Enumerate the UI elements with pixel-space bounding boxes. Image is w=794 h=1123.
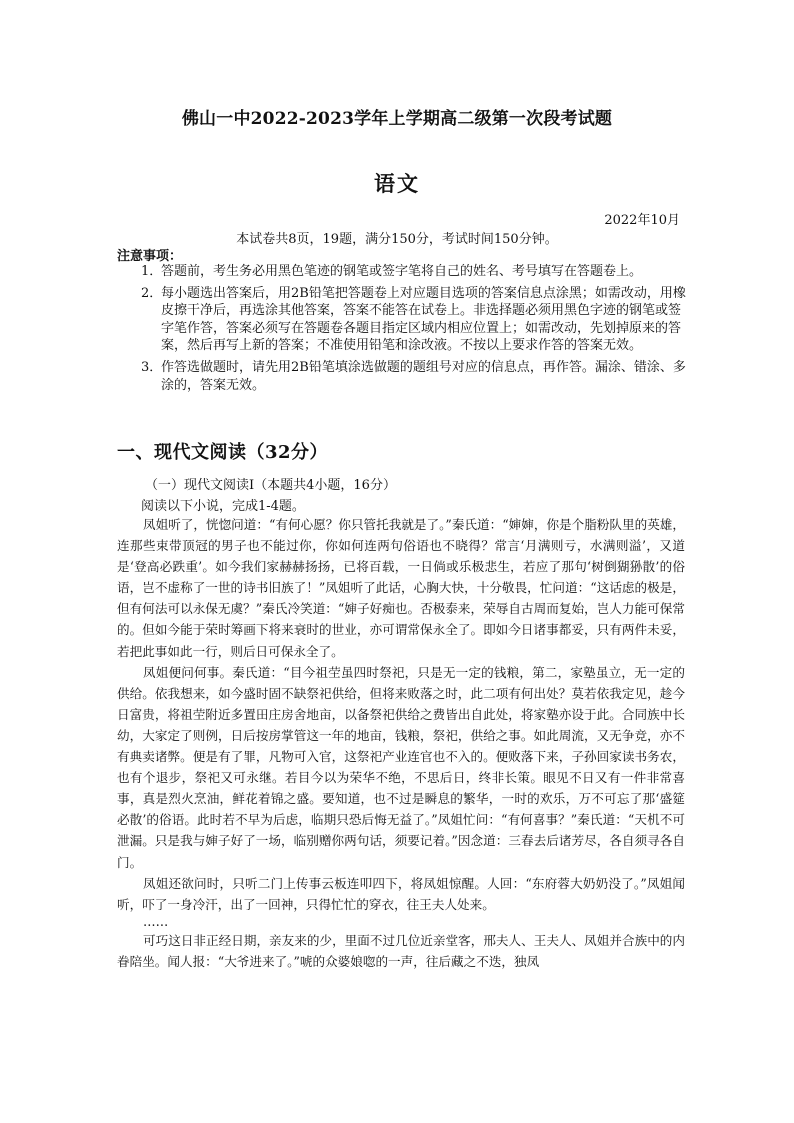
notice-item xyxy=(117,359,687,394)
exam-title: 佛山一中2022-2023学年上学期高二级第一次段考试题 xyxy=(181,109,613,129)
exam-date: 2022年10月 xyxy=(604,213,680,228)
subject-title: 语文 xyxy=(374,171,420,196)
passage-paragraph: 凤姐还欲问时，只听二门上传事云板连叩四下，将凤姐惊醒。人回：“东府蓉大奶奶没了。”凤姐闻听，吓了一身冷汗，出了一回神，只得忙忙的穿衣，往王夫人处来。 xyxy=(117,875,685,912)
notice-list xyxy=(117,263,687,398)
notice-item-number: 2． xyxy=(141,285,163,301)
section-title: 一、现代文阅读（32分） xyxy=(117,442,329,463)
reading-instruction: 阅读以下小说，完成1-4题。 xyxy=(141,499,305,514)
passage-paragraph: 凤姐听了，恍惚问道：“有何心愿？你只管托我就是了。”秦氏道：“婶婶，你是个脂粉队里的英雄，连那些束带顶冠的男子也不能过你，你如何连两句俗语也不晓得？常言‘月满则亏，水满则溢’，又道是‘登高必跌重’。如今我们家赫赫扬扬，已将百载，一日倘或乐极悲生，若应了那句‘树倒猢狲散’的俗语，岂不虚称了一世的诗书旧族了！”凤姐听了此话，心胸大快，十分敬畏，忙问道：“这话虑的极是，但有何法可以永保无虞？”秦氏冷笑道：“婶子好痴也。否极泰来，荣辱自古周而复始，岂人力能可保常的。但如今能于荣时筹画下将来衰时的世业，亦可谓常保永全了。即如今日诸事都妥，只有两件未妥，若把此事如此一行，则后日可保永全了。 xyxy=(117,517,685,659)
notice-item-text: 每小题选出答案后，用2B铅笔把答题卷上对应题目选项的答案信息点涂黑；如需改动，用橡皮擦干净后，再选涂其他答案，答案不能答在试卷上。非选择题必须用黑色字迹的钢笔或签字笔作答，答案必须写在答题卷各题目指定区域内相应位置上；如需改动，先划掉原来的答案，然后再写上新的答案；不准使用铅笔和涂改液。不按以上要求作答的答案无效。 xyxy=(161,285,686,354)
notice-item xyxy=(117,285,687,355)
notice-item-text: 答题前，考生务必用黑色笔迹的钢笔或签字笔将自己的姓名、考号填写在答题卷上。 xyxy=(161,264,643,279)
notice-item-number: 1． xyxy=(141,264,163,279)
reading-passage xyxy=(117,514,685,972)
part-title: （一）现代文阅读Ⅰ（本题共4小题，16分） xyxy=(145,478,396,493)
passage-paragraph: 凤姐便问何事。秦氏道：“目今祖茔虽四时祭祀，只是无一定的钱粮，第二，家塾虽立，无一定的供给。依我想来，如今盛时固不缺祭祀供给，但将来败落之时，此二项有何出处？莫若依我定见，趁今日富贵，将祖茔附近多置田庄房舍地亩，以备祭祀供给之费皆出自此处，将家塾亦设于此。合同族中长幼，大家定了则例，日后按房掌管这一年的地亩，钱粮，祭祀，供给之事。如此周流，又无争竞，亦不有典卖诸弊。便是有了罪，凡物可入官，这祭祀产业连官也不入的。便败落下来，子孙回家读书务农，也有个退步，祭祀又可永继。若目今以为荣华不绝，不思后日，终非长策。眼见不日又有一件非常喜事，真是烈火烹油，鲜花着锦之盛。要知道，也不过是瞬息的繁华，一时的欢乐，万不可忘了那‘盛筵必散’的俗语。此时若不早为后虑，临期只恐后悔无益了。”凤姐忙问：“有何喜事？”秦氏道：“天机不可泄漏。只是我与婶子好了一场，临别赠你两句话，须要记着。”因念道：三春去后诸芳尽，各自须寻各自门。 xyxy=(117,664,685,870)
notice-item-text: 作答选做题时，请先用2B铅笔填涂选做题的题组号对应的信息点，再作答。漏涂、错涂、多涂的，答案无效。 xyxy=(161,359,686,393)
notice-item xyxy=(117,263,687,281)
notice-item-number: 3． xyxy=(141,359,163,375)
passage-paragraph: 可巧这日非正经日期，亲友来的少，里面不过几位近亲堂客，邢夫人、王夫人、凤姐并合族中的内眷陪坐。闻人报：“大爷进来了。”唬的众婆娘唿的一声，往后藏之不迭，独凤 xyxy=(117,932,685,969)
passage-ellipsis: …… xyxy=(143,913,169,929)
notice-heading: 注意事项： xyxy=(117,249,183,264)
exam-info: 本试卷共8页，19题，满分150分，考试时间150分钟。 xyxy=(236,232,558,247)
